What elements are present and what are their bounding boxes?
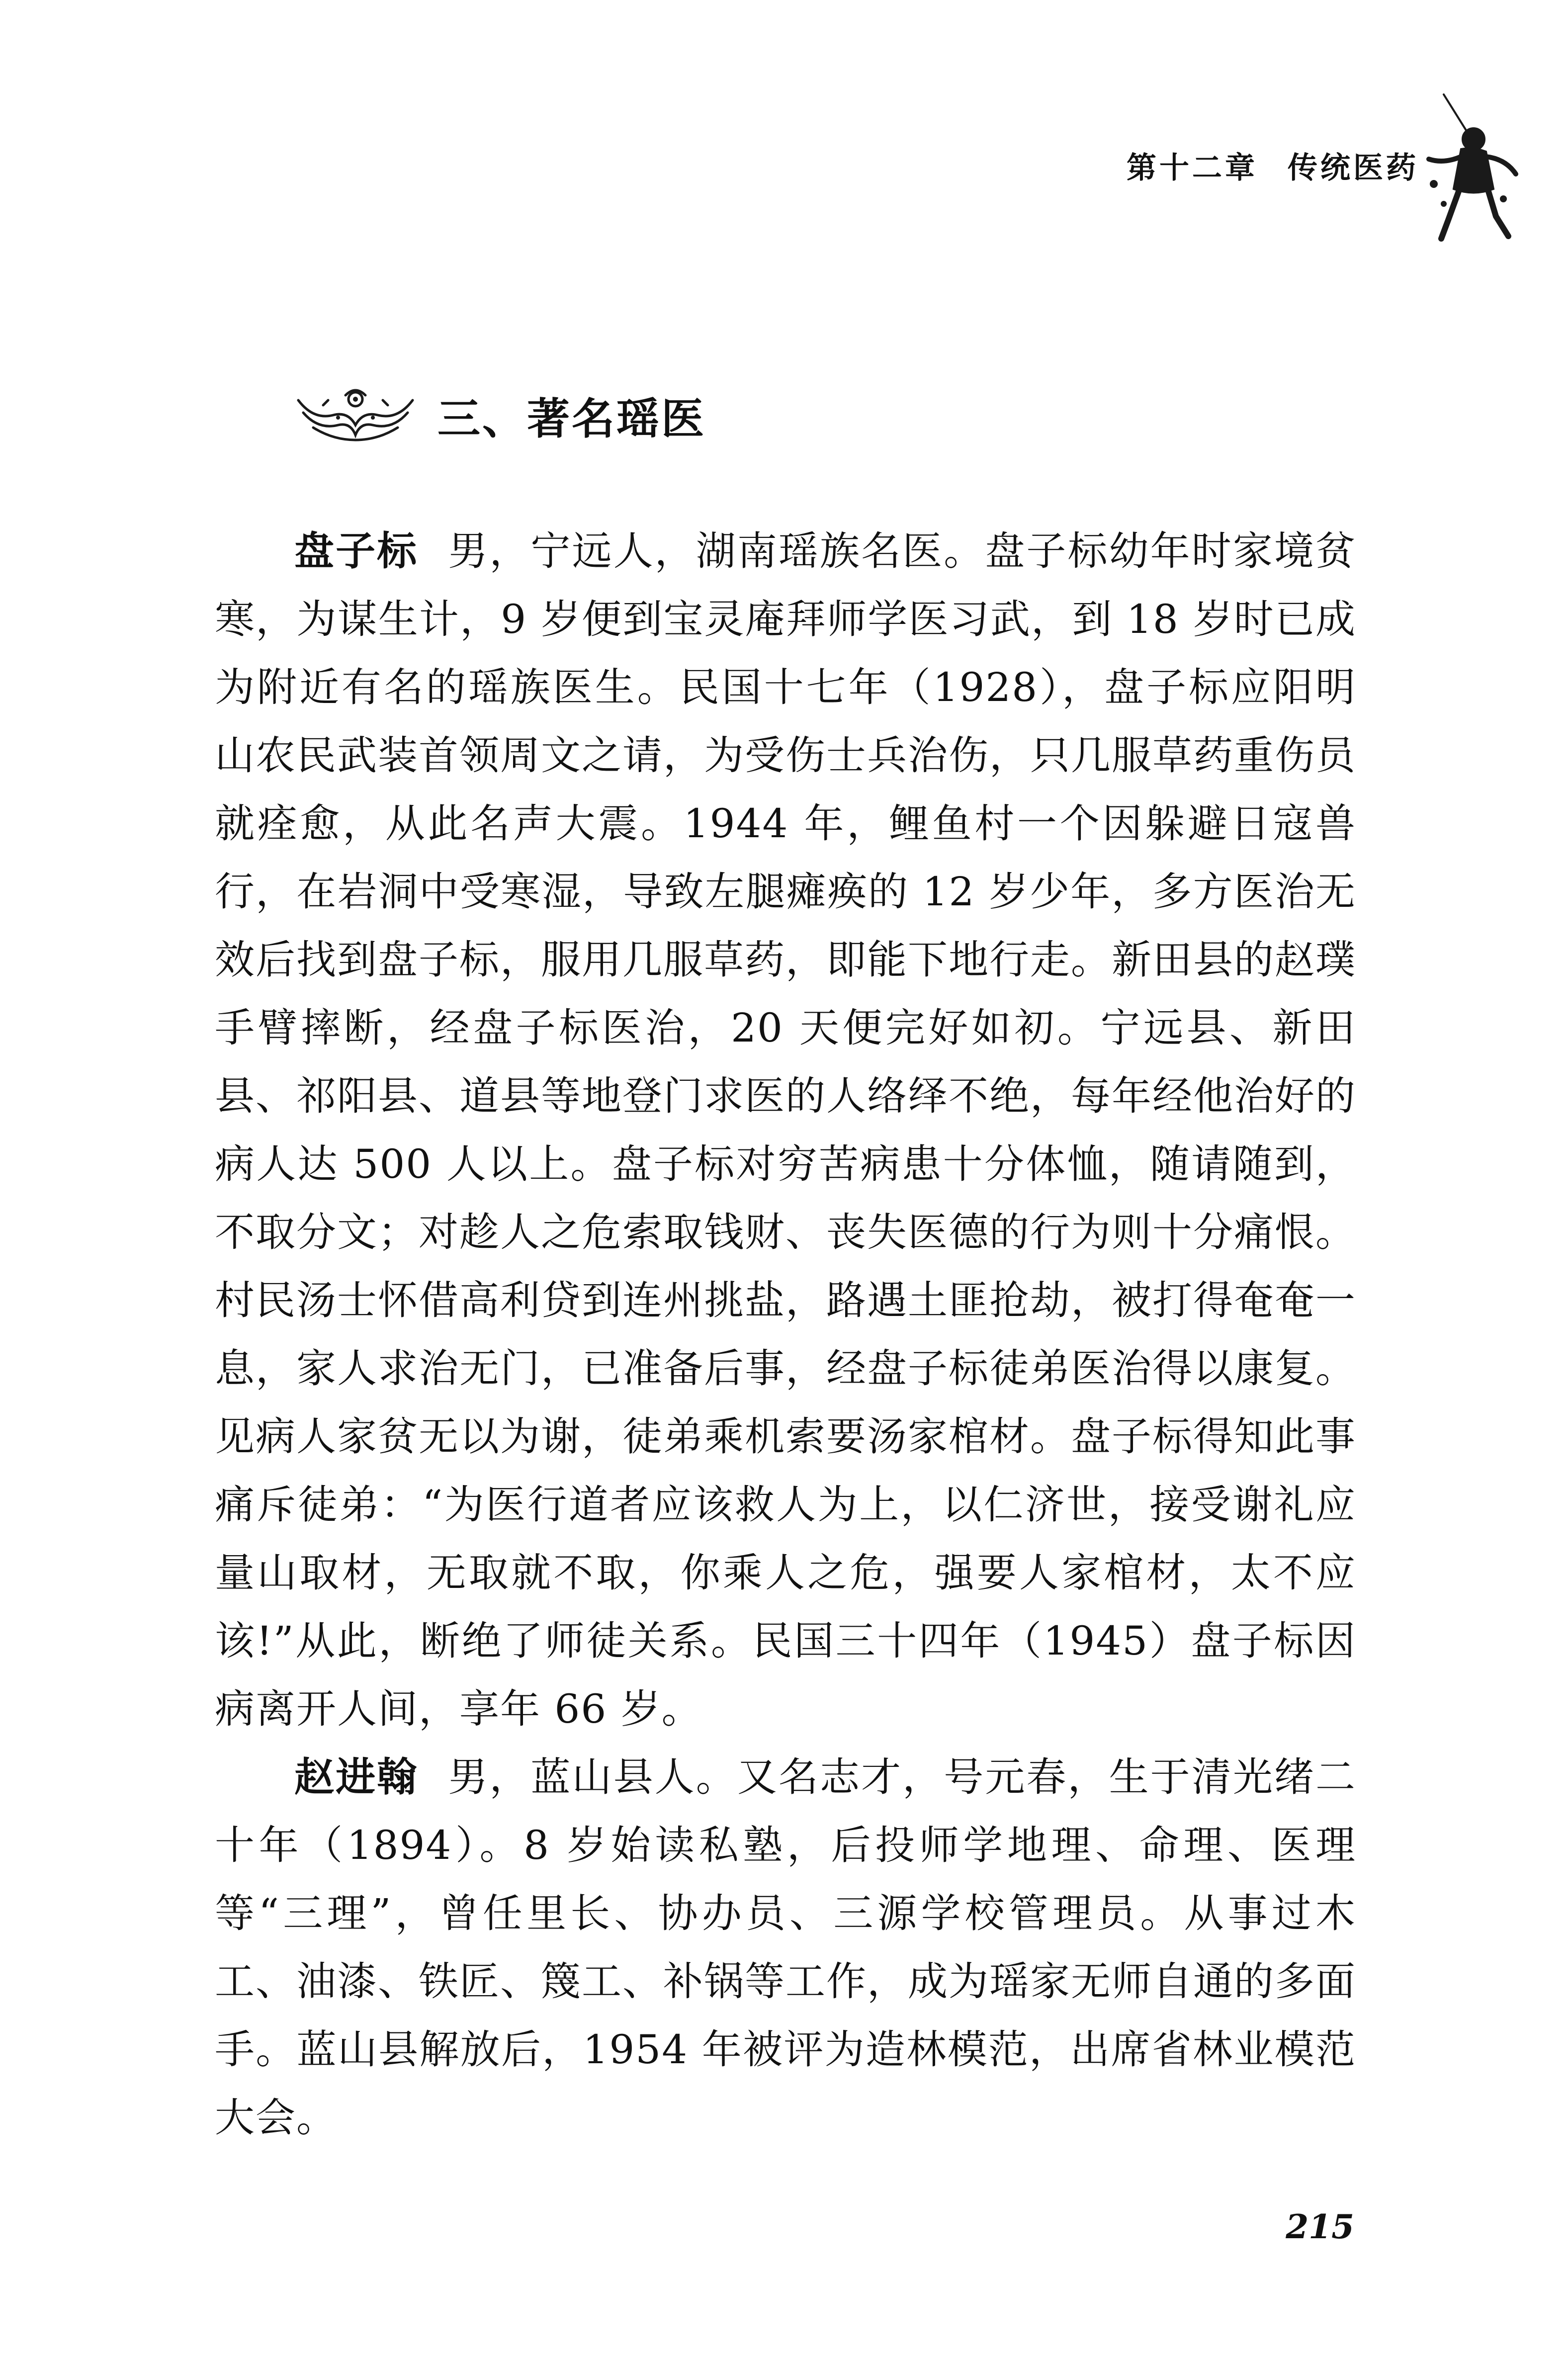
- section-title: 三、著名瑶医: [437, 394, 706, 444]
- biography-text: 男，蓝山县人。又名志才，号元春，生于清光绪二十年（1894）。8 岁始读私塾，后投师学地理、命理、医理等“三理”，曾任里长、协办员、三源学校管理员。从事过木工、油漆、铁匠、篾工、补锅等工作，成为瑶家无师自通的多面手。蓝山县解放后，1954 年被评为造林模范，出席省林业模范大会。: [215, 1754, 1356, 2141]
- chapter-number: 第十二章: [1127, 151, 1258, 185]
- running-header: [1127, 144, 1419, 187]
- biography-text: 男，宁远人，湖南瑶族名医。盘子标幼年时家境贫寒，为谋生计，9 岁便到宝灵庵拜师学医习武，到 18 岁时已成为附近有名的瑶族医生。民国十七年（1928），盘子标应阳明山农民武装首领周文之请，为受伤士兵治伤，只几服草药重伤员就痊愈，从此名声大震。1944 年，鲤鱼村一个因躲避日寇兽行，在岩洞中受寒湿，导致左腿瘫痪的 12 岁少年，多方医治无效后找到盘子标，服用几服草药，即能下地行走。新田县的赵璞手臂摔断，经盘子标医治，20 天便完好如初。宁远县、新田县、祁阳县、道县等地登门求医的人络绎不绝，每年经他治好的病人达 500 人以上。盘子标对穷苦病患十分体恤，随请随到，不取分文；对趁人之危索取钱财、丧失医德的行为则十分痛恨。村民汤士怀借高利贷到连州挑盐，路遇土匪抢劫，被打得奄奄一息，家人求治无门，已准备后事，经盘子标徒弟医治得以康复。见病人家贫无以为谢，徒弟乘机索要汤家棺材。盘子标得知此事痛斥徒弟：“为医行道者应该救人为上，以仁济世，接受谢礼应量山取材，无取就不取，你乘人之危，强要人家棺材，太不应该!”从此，断绝了师徒关系。民国三十四年（1945）盘子标因病离开人间，享年 66 岁。: [215, 528, 1356, 1732]
- chapter-title: 传统医药: [1288, 151, 1419, 185]
- page-number: 215: [1286, 2207, 1354, 2246]
- biography-paragraph: [215, 1743, 1356, 2152]
- decorative-ornament-icon: [293, 385, 418, 445]
- dancing-figure-icon: [1414, 89, 1523, 244]
- article-body: [215, 517, 1356, 2152]
- person-name: 盘子标: [294, 528, 419, 574]
- biography-paragraph: [215, 517, 1356, 1743]
- section-heading: [293, 378, 706, 452]
- person-name: 赵进翰: [294, 1754, 419, 1800]
